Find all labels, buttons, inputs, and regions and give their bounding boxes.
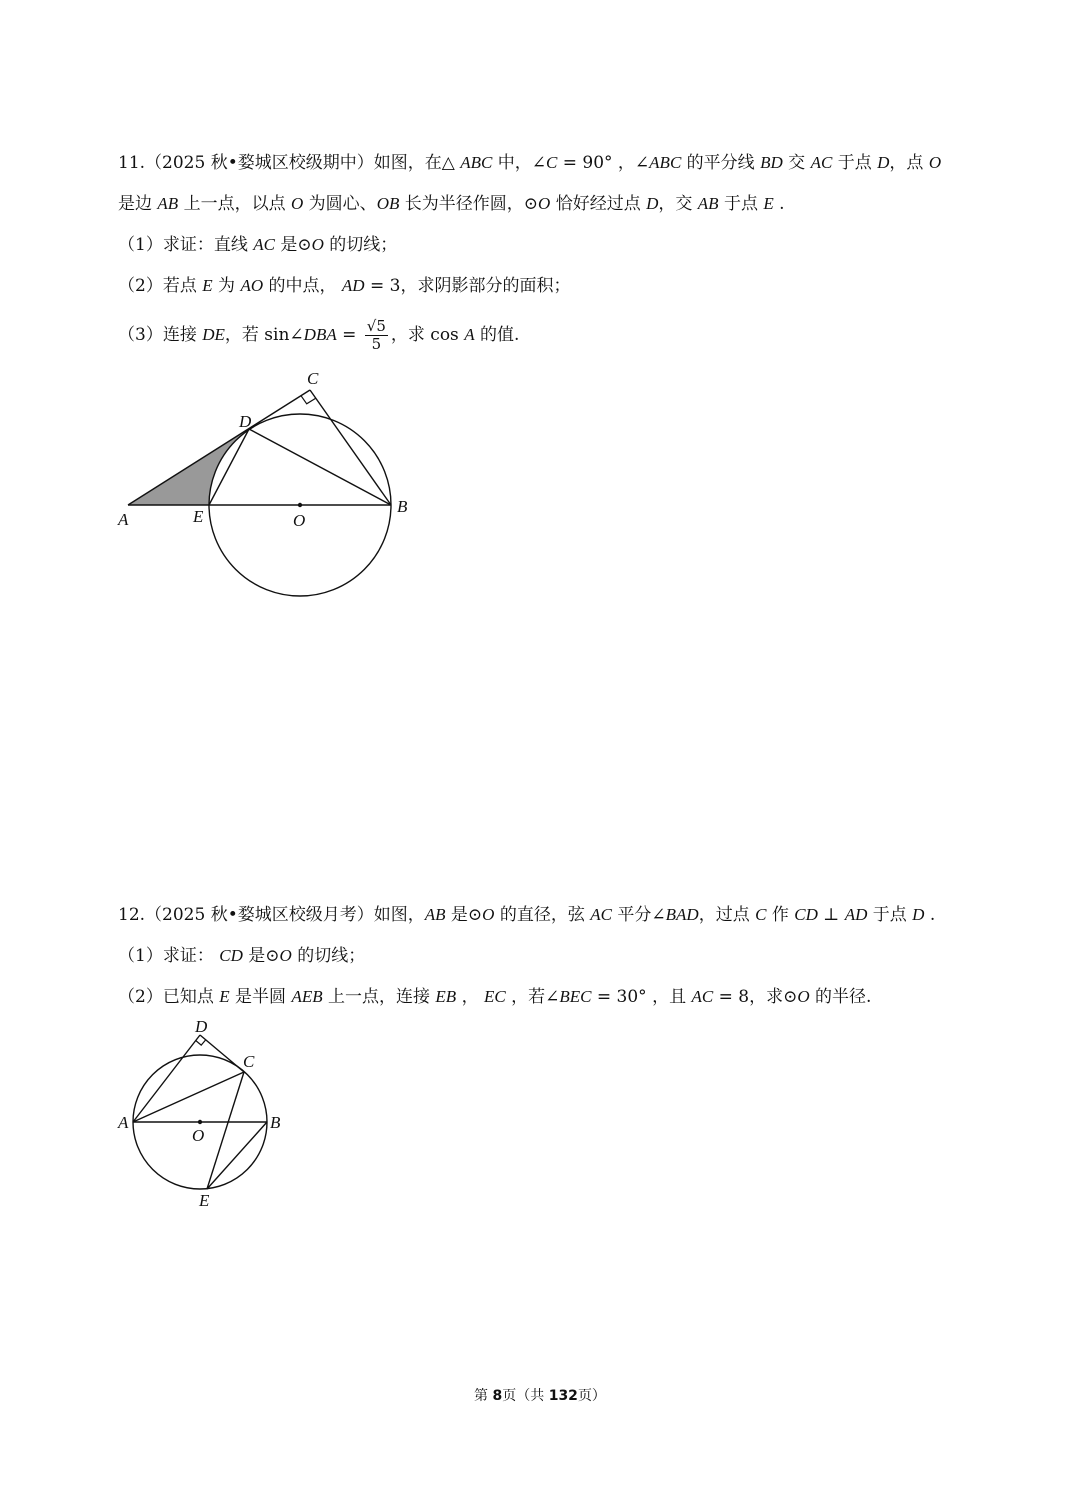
page-total: 132 <box>548 1388 578 1404</box>
segment-db <box>249 429 391 505</box>
q11-line1: 11.（2025 秋•婺城区校级期中）如图，在△ ABC 中，∠C = 90° ，∠ABC 的平分线 BD 交 AC 于点 D，点 O <box>118 153 942 173</box>
label-c: C <box>307 369 319 388</box>
q11-part1: （1）求证：直线 AC 是⊙O 的切线； <box>118 235 398 255</box>
segment-dc <box>200 1035 244 1072</box>
page-footer: 第 8页（共 132页） <box>474 1388 606 1404</box>
label-d: D <box>239 412 252 431</box>
center-point-o <box>198 1120 202 1124</box>
q11-line2: 是边 AB 上一点，以点 O 为圆心、OB 长为半径作圆，⊙O 恰好经过点 D，交 AB 于点 E . <box>118 194 785 214</box>
label-a: A <box>118 1113 129 1132</box>
q12-line1: 12.（2025 秋•婺城区校级月考）如图，AB 是⊙O 的直径，弦 AC 平分∠BAD，过点 C 作 CD ⊥ AD 于点 D . <box>118 905 936 925</box>
q11-part2: （2）若点 E 为 AO 的中点， AD = 3，求阴影部分的面积； <box>118 276 571 296</box>
label-o: O <box>192 1126 205 1145</box>
q11-part3: （3）连接 DE，若 sin∠DBA = $\frac{√5}{5}$ ，求 cos A 的值. <box>118 317 520 353</box>
fraction-sqrt5-over-5: $\frac{√5}{5}$ <box>366 317 386 353</box>
label-d: D <box>195 1017 208 1036</box>
label-b: B <box>397 497 408 516</box>
segment-cb <box>310 390 391 505</box>
q11-figure <box>110 360 430 605</box>
page-number: 8 <box>492 1388 503 1404</box>
segment-ce <box>207 1072 244 1189</box>
right-angle-mark <box>196 1039 206 1045</box>
label-o: O <box>293 511 306 530</box>
q12-figure <box>112 1015 297 1215</box>
q12-part2: （2）已知点 E 是半圆 AEB 上一点，连接 EB ， EC ，若∠BEC = 30° ，且 AC = 8，求⊙O 的半径. <box>118 987 872 1007</box>
segment-ac <box>133 1072 244 1122</box>
q12-part1: （1）求证： CD 是⊙O 的切线； <box>118 946 366 966</box>
right-angle-mark <box>301 396 316 404</box>
label-c: C <box>243 1052 255 1071</box>
label-e: E <box>193 507 204 526</box>
label-a: A <box>118 510 129 529</box>
label-e: E <box>199 1191 210 1210</box>
segment-ad <box>133 1035 200 1122</box>
center-point-o <box>298 503 302 507</box>
label-b: B <box>270 1113 281 1132</box>
